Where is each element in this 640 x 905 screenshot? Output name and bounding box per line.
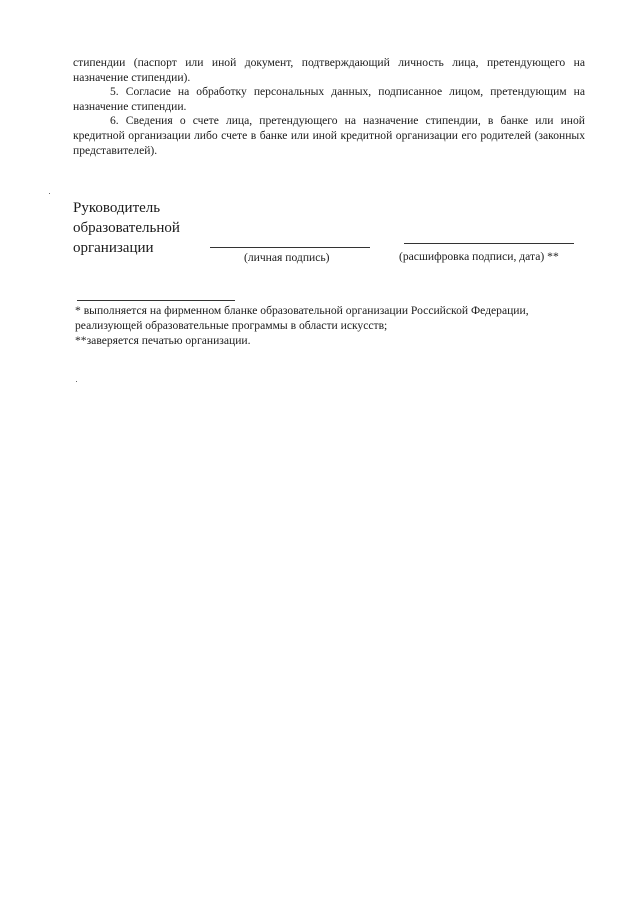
- signature-block: [73, 198, 180, 258]
- footnotes: [75, 303, 587, 348]
- signatory-title-line-1: Руководитель: [73, 200, 161, 216]
- signature-line: [210, 247, 370, 248]
- footnote-2: **заверяется печатью организации.: [75, 334, 251, 347]
- paragraph-item-5: 5. Согласие на обработку персональных данных, подписанное лицом, претендующим на назначение стипендии.: [73, 85, 585, 113]
- scan-speck: [76, 381, 77, 382]
- scan-speck: [49, 193, 50, 194]
- signatory-title-line-2: образовательной: [73, 220, 180, 236]
- decoding-caption: (расшифровка подписи, дата) **: [399, 250, 559, 263]
- footnote-1: * выполняется на фирменном бланке образовательной организации Российской Федерации, реализующей образовательные программы в области искусств;: [75, 304, 529, 332]
- document-body: [73, 56, 585, 158]
- signature-caption: (личная подпись): [244, 251, 330, 264]
- paragraph-continuation: стипендии (паспорт или иной документ, подтверждающий личность лица, претендующего на назначение стипендии).: [73, 56, 585, 84]
- decoding-line: [404, 243, 574, 244]
- footnote-separator: [77, 300, 235, 301]
- signatory-title-line-3: организации: [73, 240, 154, 256]
- paragraph-item-6: 6. Сведения о счете лица, претендующего на назначение стипендии, в банке или иной кредитной организации либо счете в банке или иной кредитной организации его родителей (законных представителей).: [73, 114, 585, 157]
